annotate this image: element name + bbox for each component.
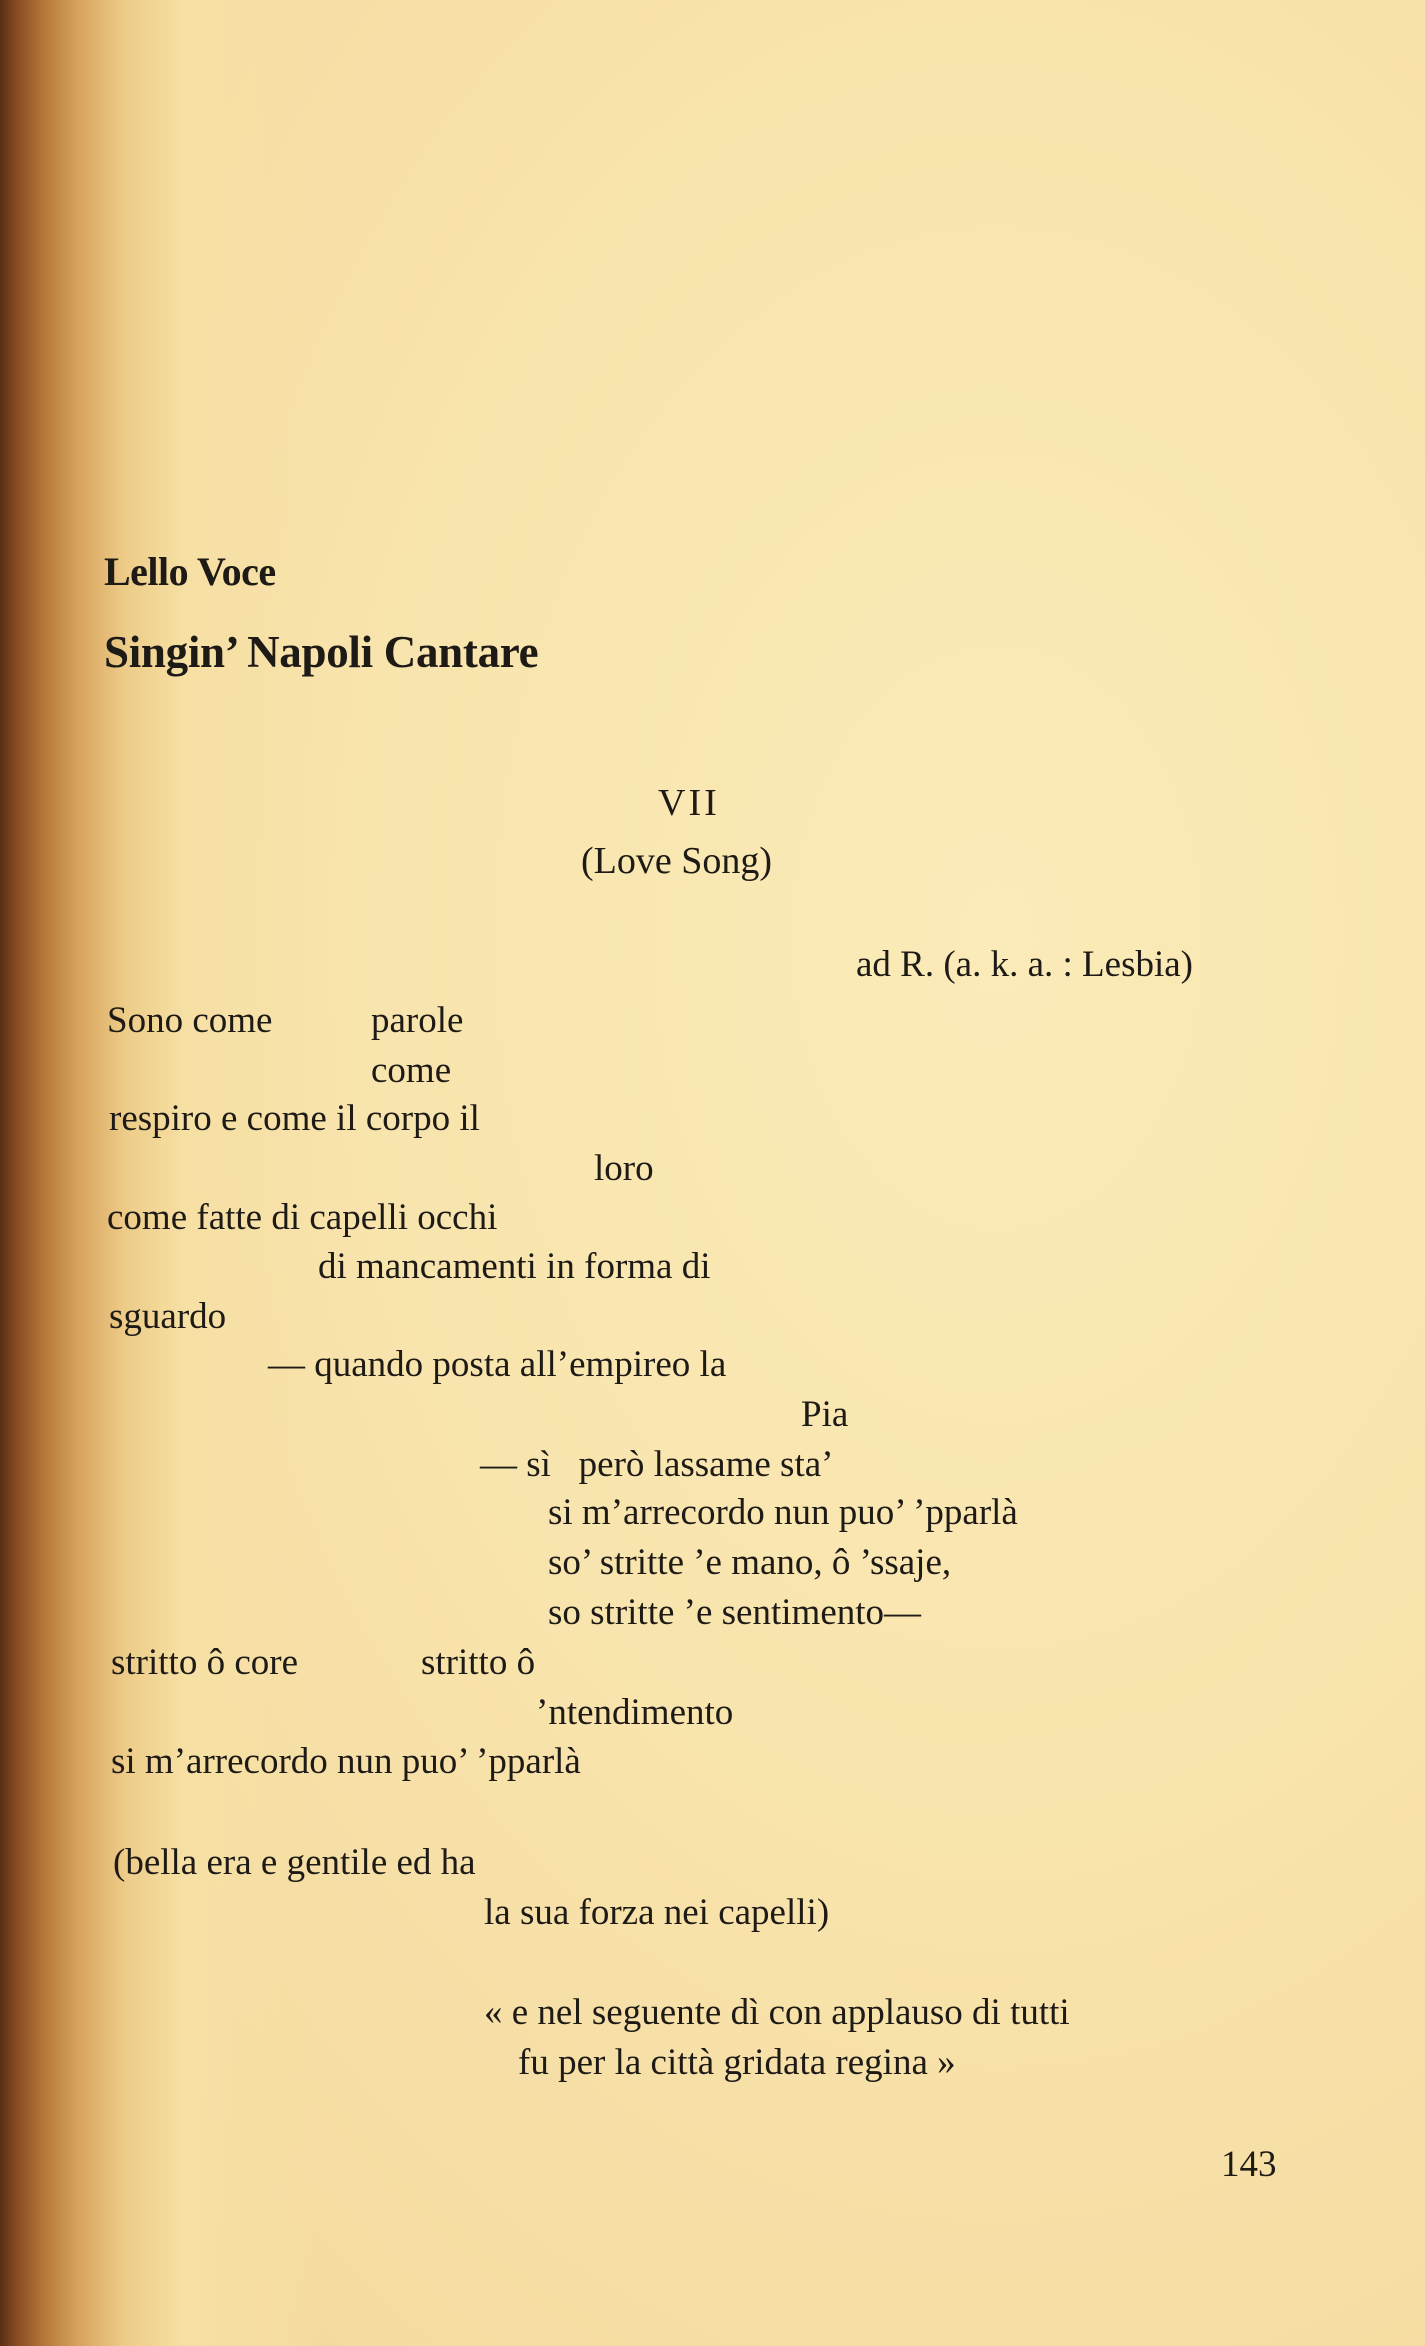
verse-line: Pia (801, 1394, 849, 1435)
verse-line: ’ntendimento (536, 1692, 734, 1733)
verse-line: (bella era e gentile ed ha (113, 1842, 476, 1883)
verse-line: so stritte ’e sentimento— (548, 1592, 922, 1633)
verse-line: parole (371, 1000, 464, 1041)
verse-line: « e nel seguente dì con applauso di tutti (484, 1992, 1070, 2033)
verse-line: stritto ô core (111, 1642, 299, 1683)
author-name: Lello Voce (104, 549, 276, 594)
page-number: 143 (1221, 2144, 1277, 2185)
verse-line: la sua forza nei capelli) (484, 1892, 830, 1933)
verse-line: — sì però lassame sta’ (480, 1444, 834, 1485)
verse-line: Sono come (107, 1000, 273, 1041)
verse-line: di mancamenti in forma di (318, 1246, 711, 1287)
verse-line: si m’arrecordo nun puo’ ’pparlà (548, 1492, 1018, 1533)
verse-line: sguardo (109, 1296, 227, 1337)
section-subtitle: (Love Song) (581, 840, 773, 882)
verse-line: stritto ô (421, 1642, 536, 1683)
verse-line: fu per la città gridata regina » (518, 2042, 956, 2083)
verse-line: so’ stritte ’e mano, ô ’ssaje, (548, 1542, 952, 1583)
verse-line: si m’arrecordo nun puo’ ’pparlà (111, 1741, 581, 1782)
verse-line: respiro e come il corpo il (109, 1098, 480, 1139)
dedication: ad R. (a. k. a. : Lesbia) (856, 944, 1193, 985)
poem-title: Singin’ Napoli Cantare (104, 627, 539, 677)
verse-line: come (371, 1050, 452, 1091)
section-number: VII (658, 782, 720, 824)
verse-line: loro (594, 1148, 654, 1189)
verse-line: come fatte di capelli occhi (107, 1197, 498, 1238)
verse-line: — quando posta all’empireo la (268, 1344, 727, 1385)
